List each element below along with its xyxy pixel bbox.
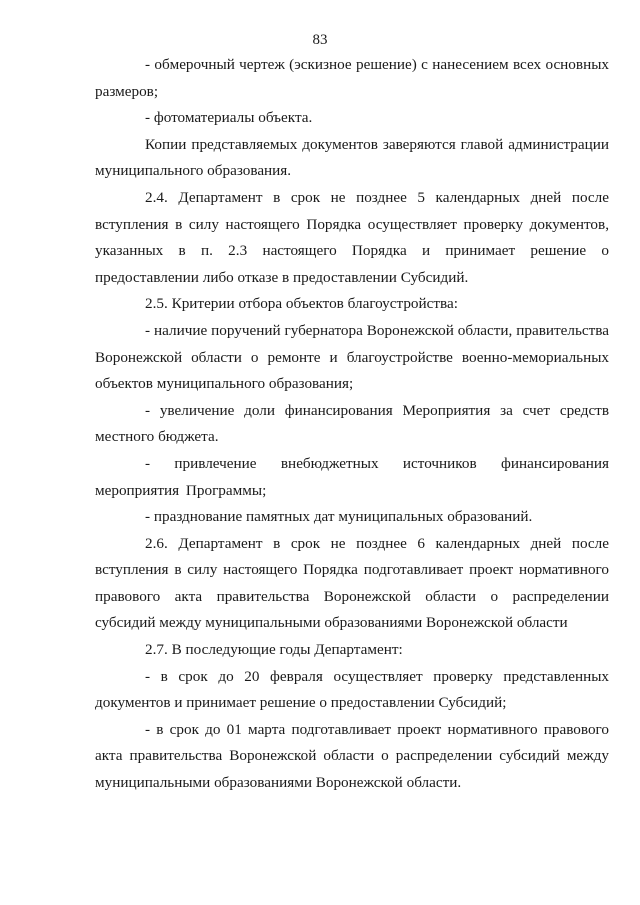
paragraph-criteria-memorable-dates: - празднование памятных дат муниципальных образований. (145, 508, 533, 526)
paragraph-document-copies: Копии представляемых документов заверяются главой администрации муниципального образования. (95, 135, 609, 180)
paragraph-2-7-heading: 2.7. В последующие годы Департамент: (145, 641, 403, 659)
paragraph-measurement-drawing: - обмерочный чертеж (эскизное решение) с нанесением всех основных размеров; (95, 56, 609, 100)
page-number: 83 (312, 32, 328, 48)
paragraph-2-5-heading: 2.5. Критерии отбора объектов благоустройства: (145, 295, 458, 313)
paragraph-2-4: 2.4. Департамент в срок не позднее 5 календарных дней после вступления в силу настоящего Порядка осуществляет проверку документов, указанных в п. 2.3 настоящего Порядка и принимает решение о предоставлении либо отказе в предоставлении Субсидий. (95, 188, 609, 286)
paragraph-criteria-budget-share: - увеличение доли финансирования Мероприятия за счет средств местного бюджета. (95, 401, 609, 446)
paragraph-feb-20-deadline: - в срок до 20 февраля осуществляет проверку представленных документов и принимает решение о предоставлении Субсидий; (95, 667, 609, 712)
paragraph-photo-materials: - фотоматериалы объекта. (145, 109, 313, 127)
document-body (95, 52, 609, 797)
paragraph-mar-01-deadline: - в срок до 01 марта подготавливает проект нормативного правового акта правительства Воронежской области о распределении субсидий между муниципальными образованиями Воронежской области. (95, 720, 609, 792)
paragraph-2-6: 2.6. Департамент в срок не позднее 6 календарных дней после вступления в силу настоящего Порядка подготавливает проект нормативного правового акта правительства Воронежской области о распределении субсидий между муниципальными образованиями Воронежской области (95, 534, 609, 632)
paragraph-criteria-extrabudgetary: - привлечение внебюджетных источников финансирования мероприятия Программы; (95, 454, 609, 499)
paragraph-criteria-governor-orders: - наличие поручений губернатора Воронежской области, правительства Воронежской области о ремонте и благоустройстве военно-мемориальных объектов муниципального образования; (95, 321, 609, 393)
